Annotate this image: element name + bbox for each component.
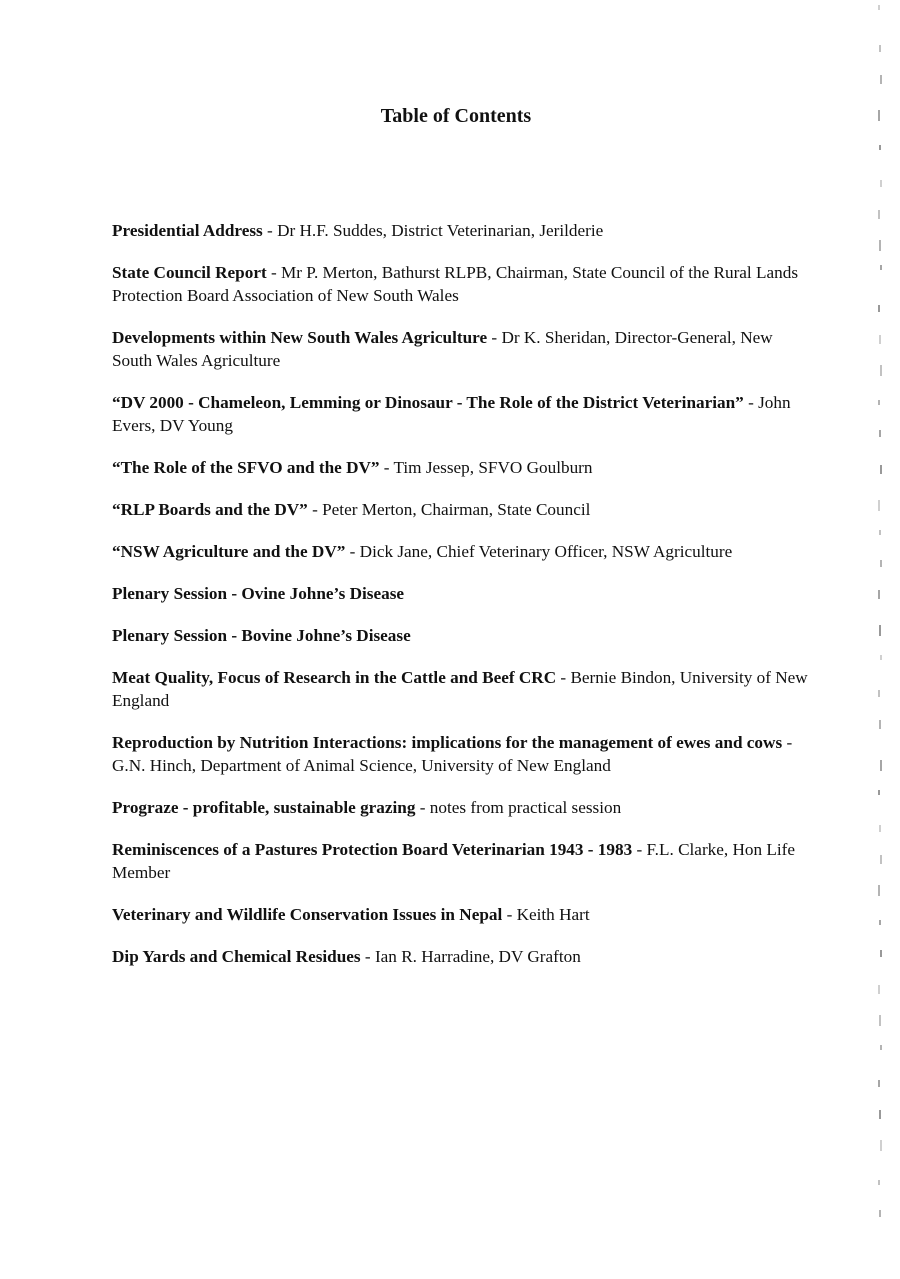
toc-entry-title: “NSW Agriculture and the DV” — [112, 542, 346, 561]
toc-entry — [112, 903, 812, 926]
toc-entry — [112, 391, 812, 437]
toc-entry-author: Dick Jane, Chief Veterinary Officer, NSW Agriculture — [359, 542, 733, 561]
scan-mark — [880, 1140, 882, 1151]
toc-entry-separator: - — [632, 840, 647, 859]
table-of-contents-list — [112, 219, 812, 968]
toc-entry-author: Bernie Bindon, University of New England — [112, 668, 808, 710]
scan-mark — [879, 920, 881, 925]
scan-mark — [879, 145, 881, 150]
scan-edge-marks — [870, 0, 900, 1279]
toc-entry-separator: - — [502, 905, 517, 924]
toc-entry-title: Plenary Session - Bovine Johne’s Disease — [112, 626, 411, 645]
toc-entry-title: Reproduction by Nutrition Interactions: implications for the management of ewes and cows — [112, 733, 783, 752]
scan-mark — [878, 790, 880, 795]
toc-entry — [112, 624, 812, 647]
scan-mark — [879, 720, 881, 729]
toc-entry-separator: - — [415, 798, 430, 817]
toc-entry — [112, 796, 812, 819]
scan-mark — [880, 75, 882, 84]
toc-entry-author: Dr H.F. Suddes, District Veterinarian, Jerilderie — [277, 221, 604, 240]
toc-entry — [112, 219, 812, 242]
toc-entry — [112, 540, 812, 563]
scan-mark — [880, 265, 882, 270]
toc-entry — [112, 945, 812, 968]
scan-mark — [880, 655, 882, 660]
toc-entry-separator: - — [487, 328, 502, 347]
toc-entry-author: John Evers, DV Young — [112, 393, 791, 435]
scan-mark — [879, 1015, 881, 1026]
scan-mark — [879, 825, 881, 832]
toc-entry-separator: - — [743, 393, 759, 412]
toc-entry-author: Ian R. Harradine, DV Grafton — [374, 947, 581, 966]
toc-entry-author: notes from practical session — [429, 798, 622, 817]
scan-mark — [878, 110, 880, 121]
scan-mark — [879, 1210, 881, 1217]
toc-entry-author: F.L. Clarke, Hon Life Member — [112, 840, 796, 882]
scan-mark — [878, 590, 880, 599]
scan-mark — [878, 400, 880, 405]
toc-entry — [112, 582, 812, 605]
page-title: Table of Contents — [380, 105, 532, 128]
toc-entry-author: Peter Merton, Chairman, State Council — [322, 500, 591, 519]
toc-entry-separator: - — [266, 263, 281, 282]
toc-entry-separator: - — [556, 668, 571, 687]
scan-mark — [879, 530, 881, 535]
toc-entry-separator: - — [782, 733, 793, 752]
toc-entry-separator: - — [345, 542, 360, 561]
scan-mark — [880, 760, 882, 771]
scan-mark — [878, 1180, 880, 1185]
scan-mark — [878, 985, 880, 994]
toc-entry-title: Veterinary and Wildlife Conservation Issues in Nepal — [112, 905, 503, 924]
scan-mark — [878, 5, 880, 10]
scan-mark — [878, 305, 880, 312]
toc-entry-title: “The Role of the SFVO and the DV” — [112, 458, 380, 477]
toc-entry-title: Meat Quality, Focus of Research in the Cattle and Beef CRC — [112, 668, 557, 687]
scan-mark — [879, 240, 881, 251]
scan-mark — [880, 465, 882, 474]
scan-mark — [879, 430, 881, 437]
toc-entry-title: Prograze - profitable, sustainable grazing — [112, 798, 416, 817]
toc-entry-title: Developments within New South Wales Agriculture — [112, 328, 488, 347]
toc-entry-author: Dr K. Sheridan, Director-General, New South Wales Agriculture — [112, 328, 773, 370]
toc-entry — [112, 261, 812, 307]
toc-entry-separator: - — [360, 947, 375, 966]
toc-entry — [112, 326, 812, 372]
toc-entry-title: Presidential Address — [112, 221, 263, 240]
toc-entry-author: Keith Hart — [516, 905, 590, 924]
scan-mark — [880, 855, 882, 864]
scan-mark — [878, 690, 880, 697]
toc-entry-author: Tim Jessep, SFVO Goulburn — [393, 458, 593, 477]
toc-entry — [112, 838, 812, 884]
toc-entry-title: Reminiscences of a Pastures Protection Board Veterinarian 1943 - 1983 — [112, 840, 633, 859]
scan-mark — [880, 560, 882, 567]
scan-mark — [880, 180, 882, 187]
toc-entry-separator: - — [307, 500, 323, 519]
scan-mark — [880, 365, 882, 376]
scan-mark — [880, 1045, 882, 1050]
toc-entry-title: “DV 2000 - Chameleon, Lemming or Dinosaur - The Role of the District Veterinarian” — [112, 393, 744, 412]
toc-entry-title: “RLP Boards and the DV” — [112, 500, 308, 519]
toc-entry — [112, 731, 812, 777]
toc-entry-author: G.N. Hinch, Department of Animal Science, University of New England — [112, 756, 611, 775]
scan-mark — [879, 45, 881, 52]
scan-mark — [879, 1110, 881, 1119]
toc-entry — [112, 498, 812, 521]
toc-entry-title: State Council Report — [112, 263, 267, 282]
scan-mark — [878, 885, 880, 896]
toc-entry-separator: - — [262, 221, 278, 240]
toc-entry — [112, 666, 812, 712]
toc-entry-title: Plenary Session - Ovine Johne’s Disease — [112, 584, 405, 603]
scan-mark — [878, 1080, 880, 1087]
toc-entry-separator: - — [379, 458, 394, 477]
toc-entry-title: Dip Yards and Chemical Residues — [112, 947, 361, 966]
toc-entry-author: Mr P. Merton, Bathurst RLPB, Chairman, State Council of the Rural Lands Protection Board Association of New South Wales — [112, 263, 799, 305]
scan-mark — [878, 210, 880, 219]
toc-entry — [112, 456, 812, 479]
scan-mark — [880, 950, 882, 957]
scan-mark — [878, 500, 880, 511]
scan-mark — [879, 335, 881, 344]
scan-mark — [879, 625, 881, 636]
